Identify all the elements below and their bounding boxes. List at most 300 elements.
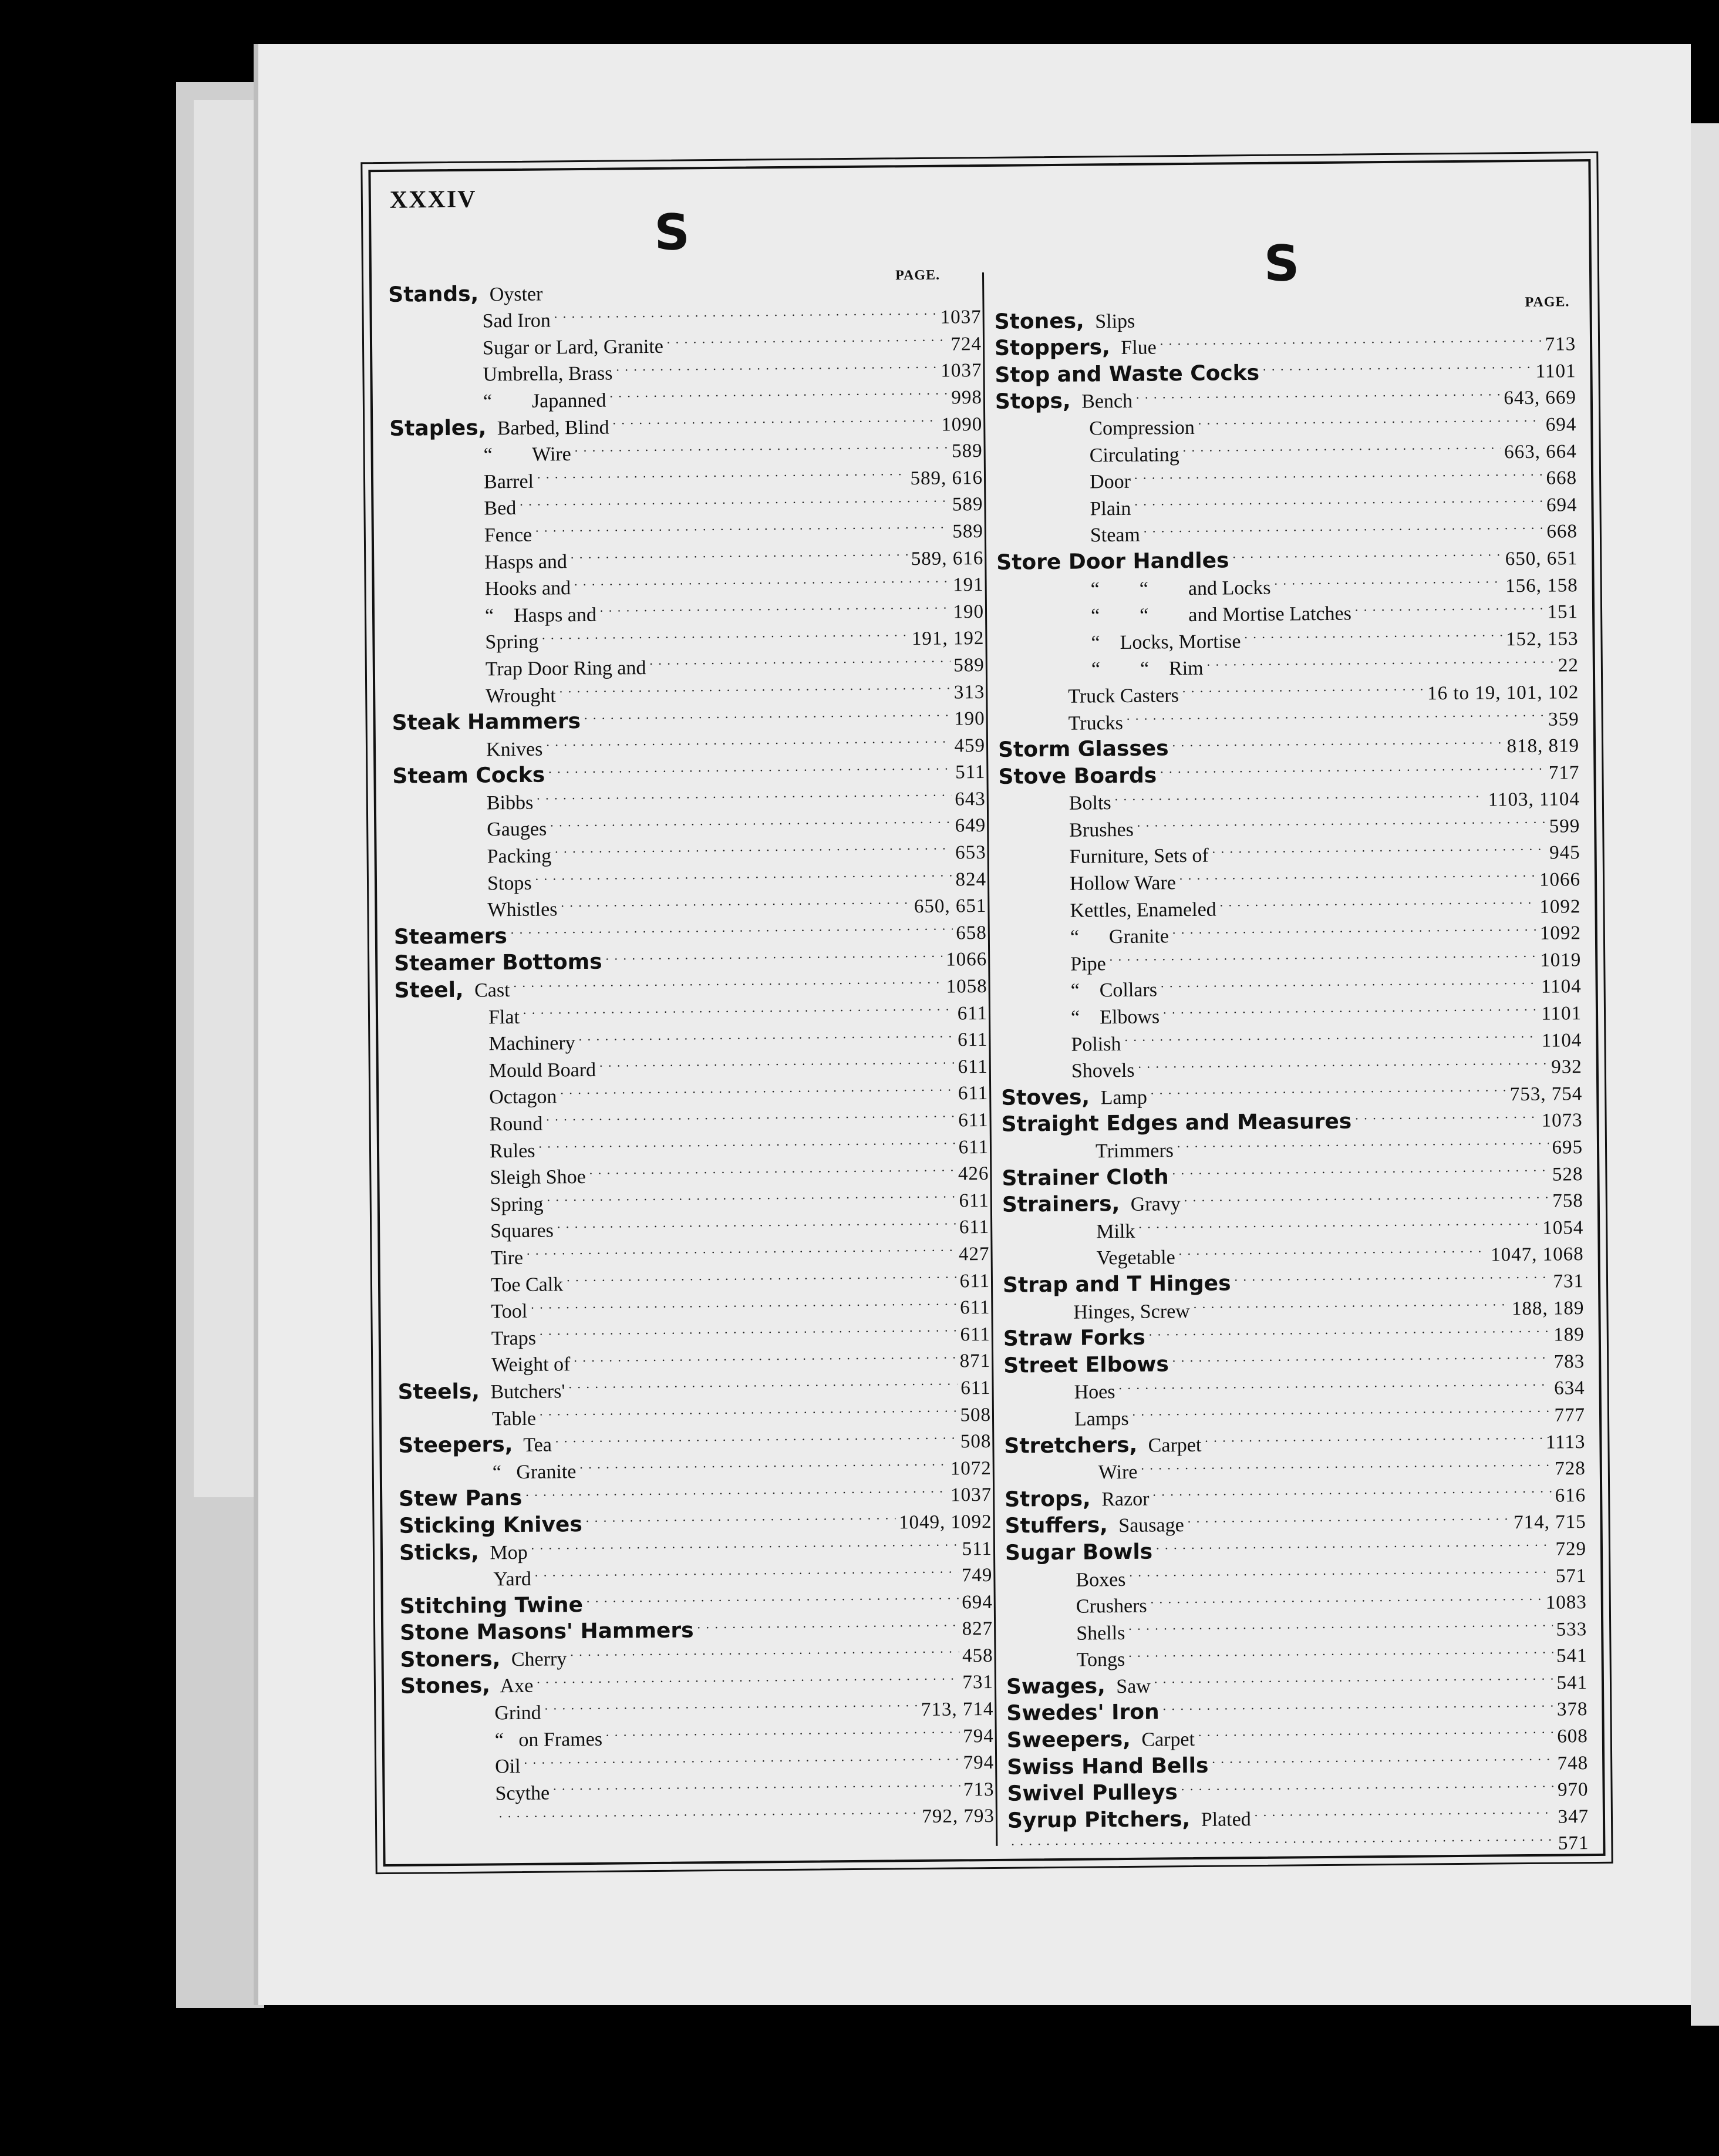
entry-page-number: 589, 616 bbox=[910, 467, 983, 489]
entry-item: “ Wire bbox=[483, 443, 571, 466]
entry-page-number: 571 bbox=[1558, 1832, 1589, 1855]
entry-item: Truck Casters bbox=[1068, 685, 1179, 708]
leader-dots bbox=[1172, 726, 1503, 756]
leader-dots bbox=[589, 1153, 955, 1183]
entry-page-number: 611 bbox=[958, 1056, 988, 1078]
entry-page-number: 1090 bbox=[941, 413, 983, 436]
entry-page-number: 611 bbox=[959, 1297, 990, 1319]
entry-category: Steel, bbox=[394, 978, 464, 1003]
leader-dots bbox=[649, 645, 950, 674]
leader-dots bbox=[606, 1716, 960, 1746]
entry-page-number: 458 bbox=[962, 1645, 993, 1667]
leader-dots bbox=[1254, 1796, 1554, 1825]
leader-dots bbox=[1138, 1046, 1548, 1077]
entry-page-number: 649 bbox=[955, 815, 986, 837]
entry-category: Strainers, bbox=[1002, 1192, 1120, 1217]
leader-dots bbox=[1144, 511, 1543, 541]
leader-dots bbox=[1109, 939, 1536, 970]
leader-dots bbox=[1212, 833, 1546, 863]
entry-item: Carpet bbox=[1143, 1434, 1202, 1457]
entry-item: Bench bbox=[1076, 390, 1133, 413]
entry-item: “ on Frames bbox=[494, 1728, 603, 1751]
entry-item: Sleigh Shoe bbox=[490, 1166, 586, 1189]
entry-page-number: 611 bbox=[959, 1217, 990, 1238]
entry-item: Packing bbox=[487, 845, 552, 868]
leader-dots bbox=[537, 1662, 959, 1692]
entry-category: Stuffers, bbox=[1005, 1513, 1108, 1539]
leader-dots bbox=[548, 752, 952, 782]
entry-page-number: 599 bbox=[1549, 816, 1580, 837]
entry-page-number: 724 bbox=[950, 333, 982, 355]
entry-item: Squares bbox=[490, 1220, 554, 1242]
leader-dots bbox=[559, 671, 950, 701]
leader-dots bbox=[555, 1421, 957, 1451]
entry-category: Stones, bbox=[994, 309, 1084, 334]
leader-dots bbox=[1151, 1074, 1506, 1104]
entry-item: Hinges, Screw bbox=[1073, 1300, 1190, 1323]
entry-page-number: 16 to 19, 101, 102 bbox=[1427, 682, 1579, 705]
entry-page-number: 611 bbox=[958, 1136, 989, 1158]
entry-item: Hollow Ware bbox=[1069, 872, 1177, 895]
leader-dots bbox=[540, 1394, 957, 1424]
leader-dots bbox=[1162, 1689, 1553, 1719]
entry-page-number: 1101 bbox=[1541, 1003, 1582, 1025]
leader-dots bbox=[1177, 1127, 1549, 1157]
entry-page-number: 1104 bbox=[1541, 1029, 1582, 1052]
leader-dots bbox=[1134, 457, 1543, 488]
leader-dots bbox=[1172, 1154, 1549, 1184]
entry-item: Tea bbox=[518, 1434, 552, 1457]
leader-dots bbox=[571, 538, 908, 568]
leader-dots bbox=[538, 1126, 955, 1157]
leader-dots bbox=[1156, 1528, 1552, 1558]
entry-page-number: 589 bbox=[951, 440, 983, 462]
entry-item: Rules bbox=[489, 1140, 535, 1162]
entry-item: Shovels bbox=[1071, 1060, 1135, 1082]
entry-item: Axe bbox=[496, 1675, 534, 1697]
entry-item: Polish bbox=[1071, 1033, 1121, 1056]
leader-dots bbox=[1193, 1288, 1508, 1317]
entry-page-number: 1073 bbox=[1541, 1110, 1583, 1132]
entry-item: Hoes bbox=[1074, 1381, 1115, 1404]
right-index-entry bbox=[1007, 1823, 1589, 1854]
right-entry-list bbox=[994, 297, 1589, 1854]
entry-category: Swedes' Iron bbox=[1006, 1700, 1160, 1726]
entry-page-number: 589 bbox=[953, 654, 985, 676]
entry-page-number: 1066 bbox=[946, 949, 987, 971]
entry-item: Furniture, Sets of bbox=[1069, 845, 1209, 868]
entry-page-number: 191 bbox=[952, 574, 984, 596]
entry-page-number: 427 bbox=[958, 1243, 990, 1265]
leader-dots bbox=[1355, 591, 1544, 619]
entry-category: Staples, bbox=[389, 415, 487, 441]
entry-item: Hasps and bbox=[484, 550, 568, 573]
entry-item: Crushers bbox=[1076, 1595, 1147, 1618]
leader-dots bbox=[546, 1100, 955, 1130]
leader-dots bbox=[697, 1608, 958, 1637]
entry-category: Stoves, bbox=[1001, 1085, 1090, 1110]
entry-page-number: 824 bbox=[955, 868, 987, 891]
entry-item: Mop bbox=[484, 1541, 528, 1564]
entry-category: Sugar Bowls bbox=[1005, 1539, 1153, 1565]
entry-item: Trap Door Ring and bbox=[485, 656, 646, 681]
leader-dots bbox=[1274, 565, 1502, 594]
entry-item: Gauges bbox=[487, 818, 547, 841]
entry-page-number: 611 bbox=[957, 1002, 988, 1025]
entry-item: Scythe bbox=[495, 1782, 550, 1805]
entry-item: Pipe bbox=[1070, 953, 1106, 975]
entry-item: Cast bbox=[469, 979, 510, 1002]
entry-item: “ Japanned bbox=[483, 389, 606, 413]
leader-dots bbox=[1161, 966, 1538, 996]
leader-dots bbox=[1114, 779, 1484, 809]
entry-page-number: 528 bbox=[1552, 1163, 1583, 1185]
leader-dots bbox=[547, 1180, 955, 1211]
entry-page-number: 1101 bbox=[1535, 360, 1576, 382]
leader-dots bbox=[535, 1555, 958, 1585]
entry-item: Spring bbox=[490, 1193, 544, 1216]
right-page-column-label: PAGE. bbox=[1525, 294, 1570, 310]
leader-dots bbox=[1152, 1475, 1552, 1505]
entry-item: Toe Calk bbox=[490, 1273, 564, 1296]
leader-dots bbox=[574, 430, 948, 460]
entry-page-number: 511 bbox=[955, 762, 986, 783]
entry-page-number: 945 bbox=[1549, 842, 1580, 864]
entry-page-number: 717 bbox=[1548, 762, 1580, 784]
entry-page-number: 511 bbox=[962, 1538, 993, 1559]
entry-item: Sad Iron bbox=[482, 309, 551, 332]
entry-category: Stone Masons' Hammers bbox=[400, 1618, 694, 1646]
leader-dots bbox=[1182, 673, 1424, 702]
entry-item: Oyster bbox=[484, 283, 543, 306]
entry-item: Tongs bbox=[1076, 1649, 1125, 1671]
entry-item: Yard bbox=[493, 1568, 532, 1591]
leader-dots bbox=[1178, 1234, 1487, 1264]
leader-dots bbox=[1187, 1502, 1510, 1531]
entry-item: Umbrella, Brass bbox=[483, 362, 613, 386]
entry-category: Steak Hammers bbox=[392, 709, 581, 735]
leader-dots bbox=[555, 832, 952, 862]
left-index-entry bbox=[402, 1795, 995, 1827]
entry-page-number: 694 bbox=[1545, 414, 1577, 436]
leader-dots bbox=[1181, 1769, 1555, 1799]
entry-item: Bed bbox=[484, 497, 517, 520]
entry-page-number: 347 bbox=[1558, 1805, 1589, 1828]
leader-dots bbox=[1234, 1261, 1549, 1290]
entry-category: Strops, bbox=[1005, 1487, 1091, 1512]
left-page-column-label: PAGE. bbox=[895, 267, 941, 284]
entry-category: Storm Glasses bbox=[997, 736, 1169, 762]
leader-dots bbox=[531, 1528, 958, 1558]
leader-dots bbox=[561, 886, 911, 916]
entry-page-number: 1054 bbox=[1542, 1217, 1584, 1239]
leader-dots bbox=[1128, 1635, 1553, 1666]
entry-item: Lamp bbox=[1095, 1086, 1148, 1109]
entry-item: Oil bbox=[495, 1756, 521, 1778]
entry-item: Wrought bbox=[486, 684, 556, 707]
entry-page-number: 643, 669 bbox=[1504, 387, 1577, 409]
entry-page-number: 1047, 1068 bbox=[1490, 1244, 1584, 1266]
entry-page-number: 589 bbox=[952, 520, 984, 543]
left-entry-list bbox=[388, 267, 995, 1828]
entry-page-number: 827 bbox=[962, 1618, 993, 1640]
entry-category: Stoppers, bbox=[994, 335, 1110, 361]
entry-item: “ “ and Mortise Latches bbox=[1090, 602, 1352, 627]
entry-item: Whistles bbox=[487, 898, 558, 921]
entry-page-number: 1058 bbox=[946, 976, 987, 998]
leader-dots bbox=[1129, 1555, 1552, 1586]
leader-dots bbox=[535, 859, 952, 890]
entry-page-number: 589 bbox=[952, 494, 983, 516]
entry-page-number: 668 bbox=[1546, 521, 1578, 543]
leader-dots bbox=[1124, 1020, 1538, 1050]
leader-dots bbox=[523, 993, 954, 1023]
entry-item: “ “ Rim bbox=[1091, 658, 1204, 681]
leader-dots bbox=[1206, 645, 1555, 675]
leader-dots bbox=[1136, 378, 1501, 407]
leader-dots bbox=[1179, 859, 1536, 889]
entry-page-number: 792, 793 bbox=[922, 1805, 995, 1828]
entry-item: Bibbs bbox=[486, 791, 534, 814]
entry-item: Barbed, Blind bbox=[492, 416, 609, 439]
leader-dots bbox=[557, 1207, 956, 1237]
entry-item: Table bbox=[491, 1407, 537, 1430]
leader-dots bbox=[667, 324, 948, 353]
entry-item: Plain bbox=[1090, 497, 1131, 520]
entry-item: Bolts bbox=[1069, 792, 1111, 815]
entry-item: Carpet bbox=[1136, 1729, 1195, 1751]
entry-page-number: 533 bbox=[1556, 1618, 1587, 1640]
leader-dots bbox=[525, 1474, 947, 1505]
entry-category: Steam Cocks bbox=[392, 763, 545, 789]
leader-dots bbox=[544, 1689, 918, 1719]
entry-page-number: 611 bbox=[957, 1029, 988, 1051]
leader-dots bbox=[546, 725, 951, 756]
entry-page-number: 818, 819 bbox=[1506, 735, 1580, 757]
entry-page-number: 748 bbox=[1557, 1752, 1589, 1774]
entry-page-number: 378 bbox=[1556, 1699, 1588, 1721]
entry-item: Cherry bbox=[506, 1648, 567, 1671]
leader-dots bbox=[540, 1314, 957, 1345]
entry-item: Slips bbox=[1090, 310, 1135, 333]
entry-category: Street Elbows bbox=[1003, 1352, 1169, 1378]
entry-page-number: 753, 754 bbox=[1509, 1083, 1583, 1106]
entry-category: Steepers, bbox=[398, 1433, 513, 1458]
leader-dots bbox=[574, 1340, 956, 1370]
entry-page-number: 871 bbox=[959, 1350, 991, 1372]
leader-dots bbox=[1198, 1716, 1554, 1746]
entry-category: Strainer Cloth bbox=[1002, 1164, 1169, 1191]
entry-category: Swages, bbox=[1006, 1674, 1105, 1699]
entry-page-number: 794 bbox=[963, 1752, 995, 1774]
leader-dots bbox=[616, 350, 937, 379]
right-index-column bbox=[994, 294, 1589, 1855]
leader-dots bbox=[550, 805, 952, 836]
entry-category: Store Door Handles bbox=[996, 548, 1229, 575]
leader-dots bbox=[1184, 1180, 1549, 1210]
entry-item: Lamps bbox=[1074, 1407, 1129, 1430]
leader-dots bbox=[579, 1448, 947, 1478]
entry-item: Flue bbox=[1115, 336, 1157, 359]
entry-page-number: 1092 bbox=[1539, 895, 1581, 918]
entry-item: Vegetable bbox=[1096, 1247, 1175, 1269]
entry-item: Weight of bbox=[491, 1353, 571, 1376]
leader-dots bbox=[1198, 404, 1542, 434]
leader-dots bbox=[599, 1046, 955, 1076]
entry-category: Sweepers, bbox=[1006, 1727, 1131, 1753]
entry-category: Syrup Pitchers, bbox=[1007, 1807, 1191, 1833]
leader-dots bbox=[499, 1796, 919, 1827]
leader-dots bbox=[609, 377, 948, 407]
entry-page-number: 1092 bbox=[1539, 922, 1582, 945]
entry-page-number: 1037 bbox=[940, 306, 982, 328]
entry-page-number: 156, 158 bbox=[1505, 574, 1578, 597]
entry-category: Straight Edges and Measures bbox=[1001, 1109, 1352, 1137]
leader-dots bbox=[1149, 1314, 1551, 1345]
entry-page-number: 188, 189 bbox=[1511, 1297, 1585, 1319]
entry-page-number: 749 bbox=[961, 1565, 993, 1586]
leader-dots bbox=[1134, 484, 1543, 515]
leader-dots bbox=[553, 1769, 960, 1800]
entry-item: Trimmers bbox=[1095, 1140, 1174, 1163]
leader-dots bbox=[1219, 886, 1536, 915]
left-section-letter: S bbox=[653, 203, 690, 261]
entry-page-number: 22 bbox=[1558, 655, 1579, 676]
entry-page-number: 731 bbox=[1553, 1271, 1585, 1292]
entry-item: Wire bbox=[1098, 1461, 1138, 1484]
entry-page-number: 190 bbox=[953, 601, 985, 623]
leader-dots bbox=[600, 591, 950, 621]
entry-item: Milk bbox=[1096, 1220, 1135, 1243]
entry-item: Tire bbox=[490, 1247, 524, 1269]
entry-item: “ “ and Locks bbox=[1090, 577, 1271, 600]
leader-dots bbox=[535, 511, 949, 541]
leader-dots bbox=[1163, 993, 1538, 1023]
entry-page-number: 1019 bbox=[1540, 949, 1582, 971]
entry-category: Swivel Pulleys bbox=[1007, 1780, 1178, 1806]
entry-category: Stove Boards bbox=[998, 763, 1157, 789]
leader-dots bbox=[1141, 1448, 1551, 1478]
entry-page-number: 634 bbox=[1553, 1377, 1585, 1399]
entry-item: Trucks bbox=[1068, 712, 1124, 735]
leader-dots bbox=[1128, 1609, 1553, 1639]
entry-item: Sausage bbox=[1113, 1514, 1184, 1537]
entry-item: Octagon bbox=[489, 1086, 557, 1109]
leader-dots bbox=[1232, 538, 1502, 568]
entry-category: Straw Forks bbox=[1003, 1325, 1145, 1351]
leader-dots bbox=[524, 1742, 959, 1773]
entry-page-number: 1066 bbox=[1539, 869, 1581, 891]
entry-item: Kettles, Enameled bbox=[1070, 898, 1216, 922]
leader-dots bbox=[1182, 431, 1501, 460]
entry-page-number: 970 bbox=[1557, 1779, 1589, 1801]
entry-item: Shells bbox=[1076, 1622, 1125, 1645]
entry-item: Door bbox=[1089, 470, 1131, 493]
entry-category: Stop and Waste Cocks bbox=[995, 361, 1260, 388]
leader-dots bbox=[1150, 1582, 1542, 1612]
entry-page-number: 359 bbox=[1548, 708, 1579, 730]
entry-page-number: 1103, 1104 bbox=[1488, 789, 1580, 811]
entry-item: “ Collars bbox=[1070, 979, 1158, 1002]
leader-dots bbox=[1011, 1823, 1555, 1854]
leader-dots bbox=[1127, 699, 1545, 729]
entry-page-number: 731 bbox=[962, 1672, 994, 1693]
entry-page-number: 152, 153 bbox=[1505, 628, 1579, 650]
leader-dots bbox=[567, 1260, 956, 1290]
leader-dots bbox=[513, 966, 942, 996]
entry-page-number: 611 bbox=[960, 1323, 990, 1346]
entry-page-number: 777 bbox=[1554, 1404, 1586, 1426]
entry-page-number: 713, 714 bbox=[921, 1699, 994, 1721]
entry-item: Traps bbox=[491, 1327, 537, 1350]
entry-item: Razor bbox=[1096, 1488, 1150, 1511]
leader-dots bbox=[1212, 1743, 1554, 1773]
entry-page-number: 1083 bbox=[1545, 1592, 1587, 1613]
leader-dots bbox=[1205, 1421, 1542, 1451]
entry-page-number: 191, 192 bbox=[911, 628, 985, 650]
leader-dots bbox=[1172, 1341, 1551, 1371]
entry-page-number: 611 bbox=[960, 1377, 991, 1399]
entry-page-number: 643 bbox=[955, 788, 986, 810]
right-section-letter: S bbox=[1263, 234, 1300, 292]
entry-item: Mould Board bbox=[488, 1059, 596, 1082]
entry-page-number: 650, 651 bbox=[1505, 548, 1578, 570]
entry-item: Machinery bbox=[488, 1032, 575, 1055]
entry-page-number: 695 bbox=[1552, 1137, 1583, 1158]
leader-dots bbox=[1355, 1100, 1538, 1128]
entry-page-number: 571 bbox=[1555, 1565, 1587, 1587]
entry-page-number: 650, 651 bbox=[914, 895, 987, 918]
entry-item: Grind bbox=[494, 1702, 541, 1724]
entry-item: Round bbox=[489, 1113, 543, 1136]
entry-item: Sugar or Lard, Granite bbox=[482, 335, 664, 359]
leader-dots bbox=[570, 1635, 959, 1665]
entry-category: Steamer Bottoms bbox=[394, 950, 602, 976]
entry-item: Fence bbox=[484, 524, 532, 547]
entry-page-number: 611 bbox=[958, 1109, 989, 1131]
entry-page-number: 932 bbox=[1551, 1056, 1583, 1078]
entry-category: Stew Pans bbox=[399, 1486, 523, 1512]
entry-item: Butchers' bbox=[485, 1380, 565, 1403]
entry-item: Spring bbox=[485, 631, 539, 653]
entry-page-number: 508 bbox=[960, 1431, 992, 1453]
entry-item: Brushes bbox=[1069, 818, 1134, 841]
entry-item: Saw bbox=[1111, 1675, 1151, 1698]
entry-item: Boxes bbox=[1076, 1568, 1126, 1591]
entry-page-number: 694 bbox=[962, 1591, 993, 1613]
entry-category: Stretchers, bbox=[1004, 1433, 1138, 1458]
entry-page-number: 611 bbox=[959, 1270, 990, 1292]
entry-category: Stones, bbox=[400, 1673, 491, 1699]
entry-category: Stoners, bbox=[400, 1647, 501, 1672]
leader-dots bbox=[1154, 1662, 1553, 1693]
leader-dots bbox=[520, 484, 949, 514]
entry-item: Compression bbox=[1089, 416, 1195, 440]
entry-page-number: 663, 664 bbox=[1504, 440, 1577, 463]
leader-dots bbox=[568, 1367, 957, 1397]
entry-category: Steels, bbox=[397, 1379, 480, 1404]
entry-page-number: 714, 715 bbox=[1513, 1511, 1586, 1534]
entry-item: Knives bbox=[486, 738, 543, 761]
entry-page-number: 189 bbox=[1553, 1324, 1585, 1346]
entry-item: Flat bbox=[488, 1006, 520, 1029]
entry-page-number: 694 bbox=[1546, 494, 1578, 516]
left-index-column bbox=[388, 267, 995, 1828]
leader-dots bbox=[1137, 806, 1546, 836]
entry-item: Stops bbox=[487, 872, 532, 895]
entry-page-number: 713 bbox=[963, 1778, 995, 1801]
entry-item: “ Granite bbox=[1070, 925, 1169, 949]
